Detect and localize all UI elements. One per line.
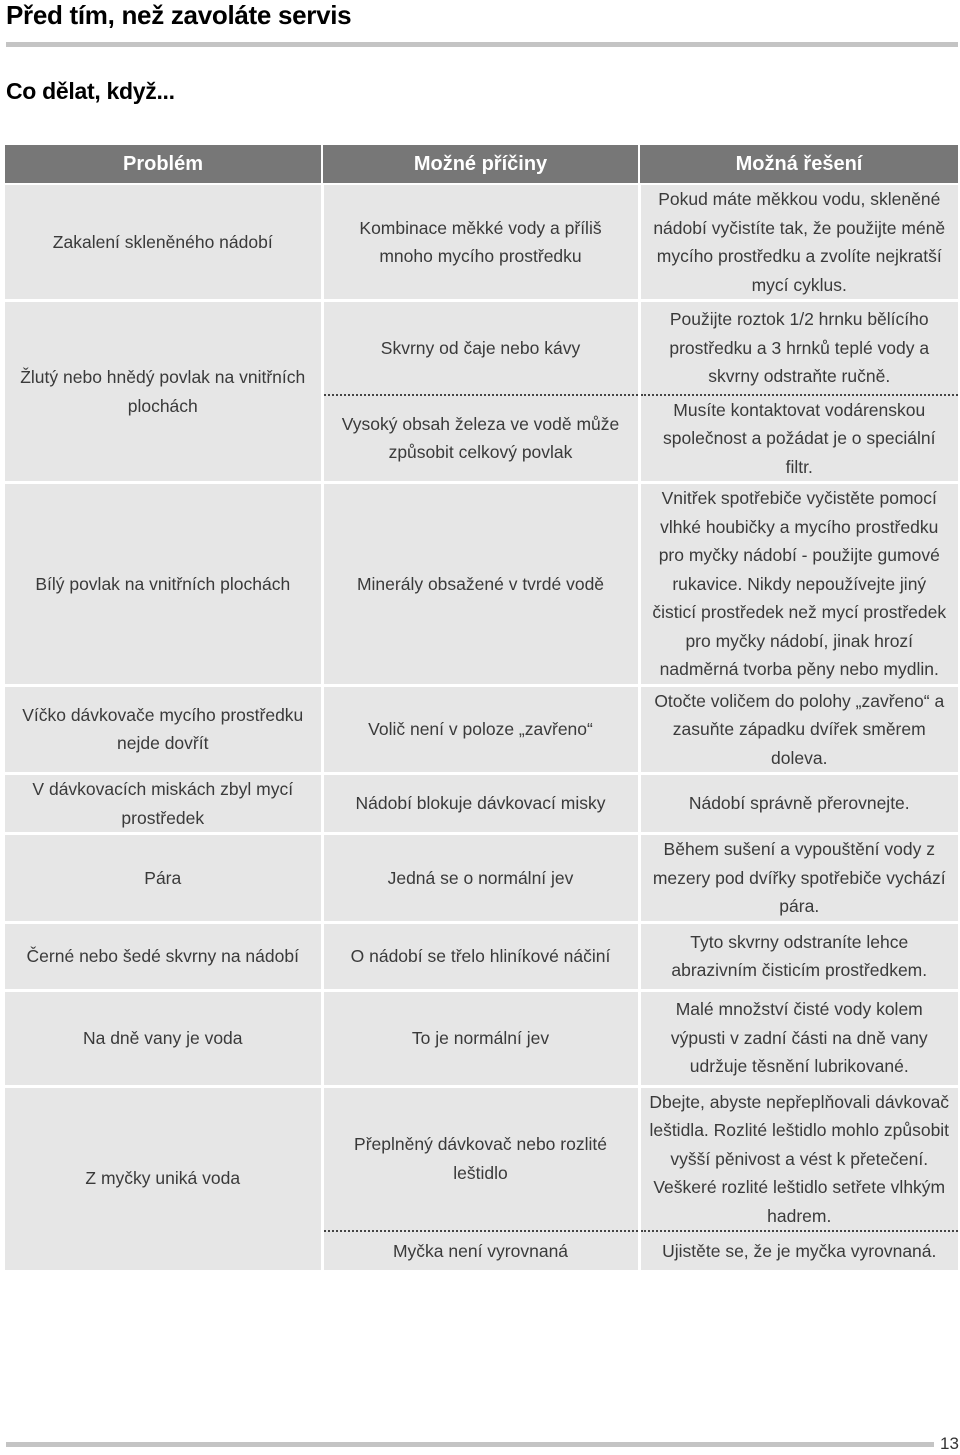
cause-cell: Skvrny od čaje nebo kávy [322, 301, 639, 395]
cause-cell: To je normální jev [322, 990, 639, 1086]
solution-cell: Pokud máte měkkou vodu, skleněné nádobí vyčistíte tak, že použijte méně mycího prostředku a zvolíte nejkratší mycí cyklus. [639, 184, 958, 301]
table-row [5, 184, 958, 301]
table-row [5, 990, 958, 1086]
solution-cell: Dbejte, abyste nepřeplňovali dávkovač leštidla. Rozlité leštidlo mohlo způsobit vyšší pěnivost a vést k přetečení. Veškeré rozlité leštidlo setřete vlhkým hadrem. [639, 1086, 958, 1231]
problem-cell: V dávkovacích miskách zbyl mycí prostředek [5, 774, 322, 834]
cause-cell: Myčka není vyrovnaná [322, 1231, 639, 1271]
cause-cell: Volič není v poloze „zavřeno“ [322, 685, 639, 774]
solution-cell: Použijte roztok 1/2 hrnku bělícího prostředku a 3 hrnků teplé vody a skvrny odstraňte ručně. [639, 301, 958, 395]
problem-cell: Zakalení skleněného nádobí [5, 184, 322, 301]
cause-cell: O nádobí se třelo hliníkové náčiní [322, 922, 639, 990]
table-header-row [5, 145, 958, 184]
problem-cell: Pára [5, 834, 322, 923]
footer-divider [6, 1442, 934, 1447]
problem-cell: Bílý povlak na vnitřních plochách [5, 483, 322, 686]
solution-cell: Vnitřek spotřebiče vyčistěte pomocí vlhké houbičky a mycího prostředku pro myčky nádobí - použijte gumové rukavice. Nikdy nepoužívejte jiný čisticí prostředek než mycí prostředek pro myčky nádobí, jinak hrozí nadměrná tvorba pěny nebo mydlin. [639, 483, 958, 686]
table-row [5, 483, 958, 686]
solution-cell: Během sušení a vypouštění vody z mezery pod dvířky spotřebiče vychází pára. [639, 834, 958, 923]
solution-cell: Otočte voličem do polohy „zavřeno“ a zasuňte západku dvířek směrem doleva. [639, 685, 958, 774]
solution-cell: Tyto skvrny odstraníte lehce abrazivním čisticím prostředkem. [639, 922, 958, 990]
header-solutions: Možná řešení [639, 145, 958, 184]
table-row [5, 922, 958, 990]
title-divider [6, 42, 958, 47]
problem-cell: Z myčky uniká voda [5, 1086, 322, 1271]
header-problem: Problém [5, 145, 322, 184]
page-number: 13 [940, 1434, 959, 1453]
table-row [5, 1086, 958, 1231]
header-causes: Možné příčiny [322, 145, 639, 184]
problem-cell: Na dně vany je voda [5, 990, 322, 1086]
solution-cell: Musíte kontaktovat vodárenskou společnost a požádat je o speciální filtr. [639, 395, 958, 483]
solution-cell: Malé množství čisté vody kolem výpusti v zadní části na dně vany udržuje těsnění lubrikované. [639, 990, 958, 1086]
table-row [5, 685, 958, 774]
cause-cell: Vysoký obsah železa ve vodě může způsobit celkový povlak [322, 395, 639, 483]
problem-cell: Víčko dávkovače mycího prostředku nejde dovřít [5, 685, 322, 774]
section-subtitle: Co dělat, když... [6, 78, 175, 104]
table-row [5, 774, 958, 834]
cause-cell: Minerály obsažené v tvrdé vodě [322, 483, 639, 686]
problem-cell: Žlutý nebo hnědý povlak na vnitřních plochách [5, 301, 322, 483]
solution-cell: Ujistěte se, že je myčka vyrovnaná. [639, 1231, 958, 1271]
solution-cell: Nádobí správně přerovnejte. [639, 774, 958, 834]
table-row [5, 834, 958, 923]
troubleshooting-table [5, 145, 958, 1273]
page-title: Před tím, než zavoláte servis [6, 0, 352, 30]
table-row [5, 301, 958, 395]
cause-cell: Jedná se o normální jev [322, 834, 639, 923]
cause-cell: Kombinace měkké vody a příliš mnoho mycího prostředku [322, 184, 639, 301]
cause-cell: Nádobí blokuje dávkovací misky [322, 774, 639, 834]
problem-cell: Černé nebo šedé skvrny na nádobí [5, 922, 322, 990]
cause-cell: Přeplněný dávkovač nebo rozlité leštidlo [322, 1086, 639, 1231]
